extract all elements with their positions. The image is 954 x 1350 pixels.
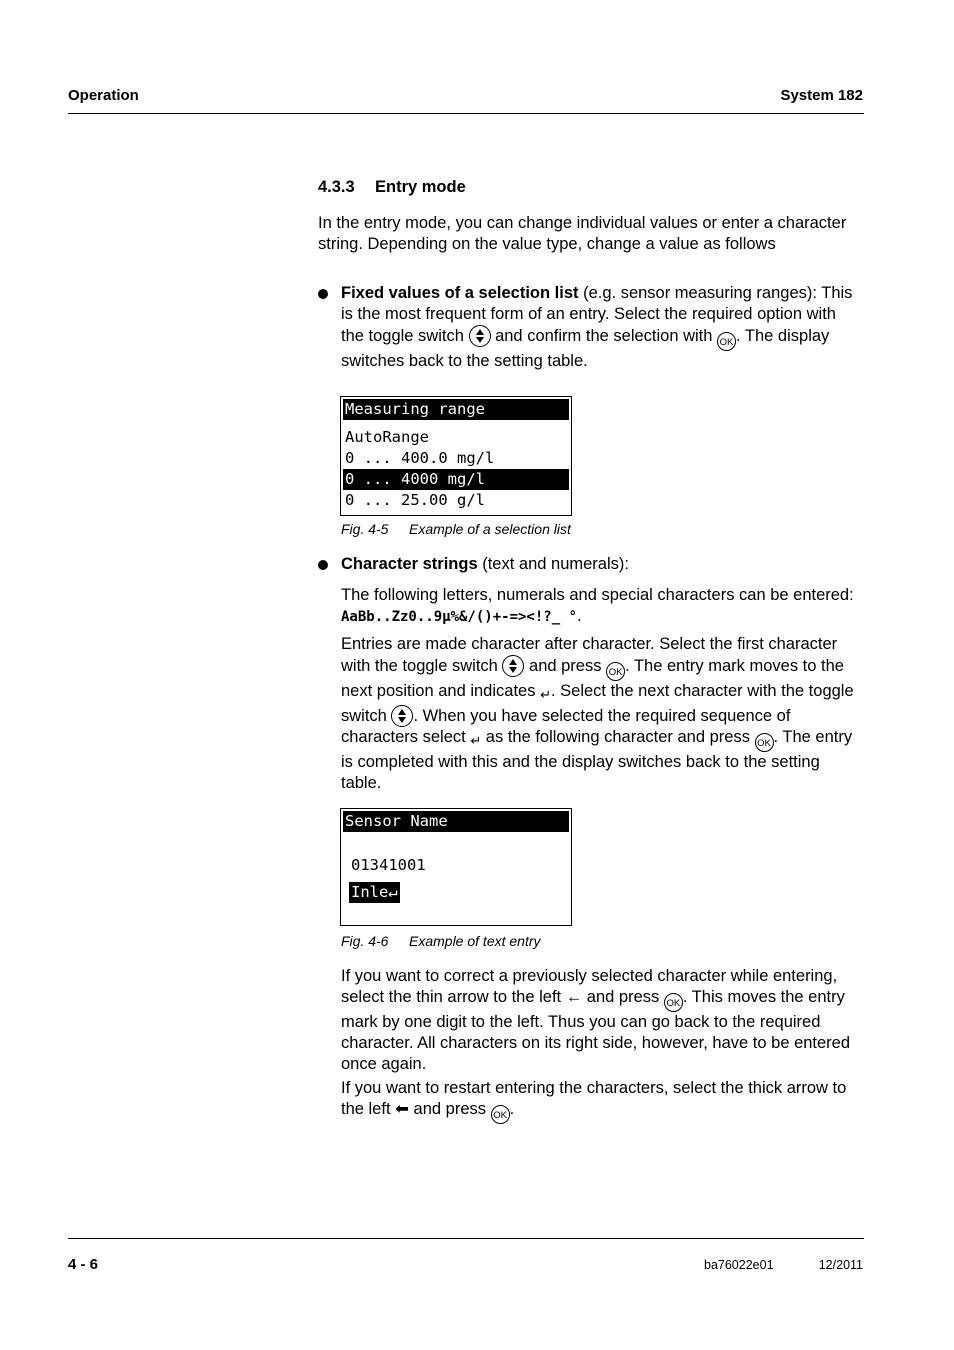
bullet-text: . The display switches back to the setting table. — [341, 327, 830, 370]
document-date: 12/2011 — [818, 1258, 863, 1272]
paragraph-text: . Select the next character with the toggle switch — [341, 682, 854, 725]
document-number: ba76022e01 — [704, 1258, 774, 1272]
paragraph-text: . The entry is completed with this and the display switches back to the setting table. — [341, 728, 853, 792]
paragraph-text: as the following character and press — [481, 728, 750, 746]
text-entry-display — [340, 808, 572, 926]
selection-list-display — [340, 396, 572, 516]
figure-number: Fig. 4-6 — [341, 933, 389, 949]
figure-caption-text: Example of a selection list — [409, 521, 571, 537]
bullet-text: (e.g. sensor measuring ranges): This is the most frequent form of an entry. Select the required option with the toggle switch — [341, 284, 853, 345]
ok-key-icon: OK — [491, 1105, 510, 1124]
correct-paragraph — [341, 966, 863, 1075]
display-title-row: Measuring range — [343, 399, 569, 420]
allowed-characters-paragraph — [341, 585, 863, 628]
ok-key-icon: OK — [664, 993, 683, 1012]
enter-icon: ↵ — [470, 733, 482, 748]
paragraph-text: and press — [582, 988, 660, 1006]
entries-paragraph — [341, 634, 863, 794]
toggle-switch-icon — [469, 325, 491, 347]
paragraph-text: . — [509, 1100, 515, 1118]
intro-paragraph: In the entry mode, you can change individual values or enter a character string. Depending on the value type, change a value as follows — [318, 214, 847, 253]
display-title-row: Sensor Name — [343, 811, 569, 832]
bullet-dot — [318, 289, 328, 299]
toggle-switch-icon — [502, 655, 524, 677]
paragraph-text: and press — [408, 1100, 486, 1118]
ok-key-icon: OK — [755, 733, 774, 752]
paragraph-text: . When you have selected the required sequence of characters select — [341, 707, 791, 746]
bullet-bold: Fixed values of a selection list — [341, 284, 579, 302]
display-option-row: 0 ... 400.0 mg/l — [345, 449, 495, 467]
bullet-character-strings — [341, 554, 863, 575]
bullet-text: and confirm the selection with — [490, 327, 713, 345]
ok-key-icon: OK — [717, 332, 736, 351]
ok-key-icon: OK — [606, 662, 625, 681]
paragraph-text: . The entry mark moves to the next position and indicates — [341, 657, 844, 700]
running-header-product: System 182 — [780, 87, 863, 104]
paragraph-text: If you want to correct a previously selected character while entering, select the thin arrow to the left — [341, 967, 838, 1006]
bullet-selection-list — [341, 283, 863, 372]
paragraph-text: If you want to restart entering the characters, select the thick arrow to the left — [341, 1079, 847, 1118]
enter-icon: ↵ — [540, 687, 551, 702]
bullet-bold: Character strings — [341, 555, 478, 573]
paragraph-text: . — [577, 607, 582, 625]
restart-paragraph — [341, 1078, 863, 1124]
section-title: Entry mode — [375, 178, 466, 196]
paragraph-text: . This moves the entry mark by one digit to the left. Thus you can go back to the required character. All characters on its right side, however, have to be entered once again. — [341, 988, 851, 1073]
thick-left-arrow-icon: ⬅ — [395, 1100, 409, 1118]
running-header-chapter: Operation — [68, 87, 139, 104]
display-entry-row: Inle↵ — [351, 883, 398, 901]
thin-left-arrow-icon: ← — [565, 988, 583, 1006]
toggle-switch-icon — [391, 705, 413, 727]
character-set: AaBb..Zz0..9µ%&/()+-=><!?_ ° — [341, 609, 578, 625]
display-option-row-selected: 0 ... 4000 mg/l — [343, 469, 569, 490]
paragraph-text: Entries are made character after character. Select the first character with the toggle switch — [341, 635, 838, 675]
bullet-text: (text and numerals): — [477, 555, 629, 573]
header-rule — [68, 113, 864, 114]
figure-caption — [341, 521, 571, 537]
display-option-row: AutoRange — [345, 428, 429, 446]
paragraph-text: The following letters, numerals and special characters can be entered: — [341, 586, 854, 604]
figure-number: Fig. 4-5 — [341, 521, 389, 537]
bullet-dot — [318, 560, 328, 570]
page-number: 4 - 6 — [68, 1256, 99, 1273]
display-option-row: 0 ... 25.00 g/l — [345, 491, 485, 509]
display-value-row: 01341001 — [351, 856, 426, 874]
footer-rule — [68, 1238, 864, 1239]
figure-caption-text: Example of text entry — [409, 933, 541, 949]
paragraph-text: and press — [524, 657, 602, 675]
section-number: 4.3.3 — [318, 178, 355, 196]
figure-caption — [341, 933, 541, 949]
section-heading — [318, 178, 466, 197]
